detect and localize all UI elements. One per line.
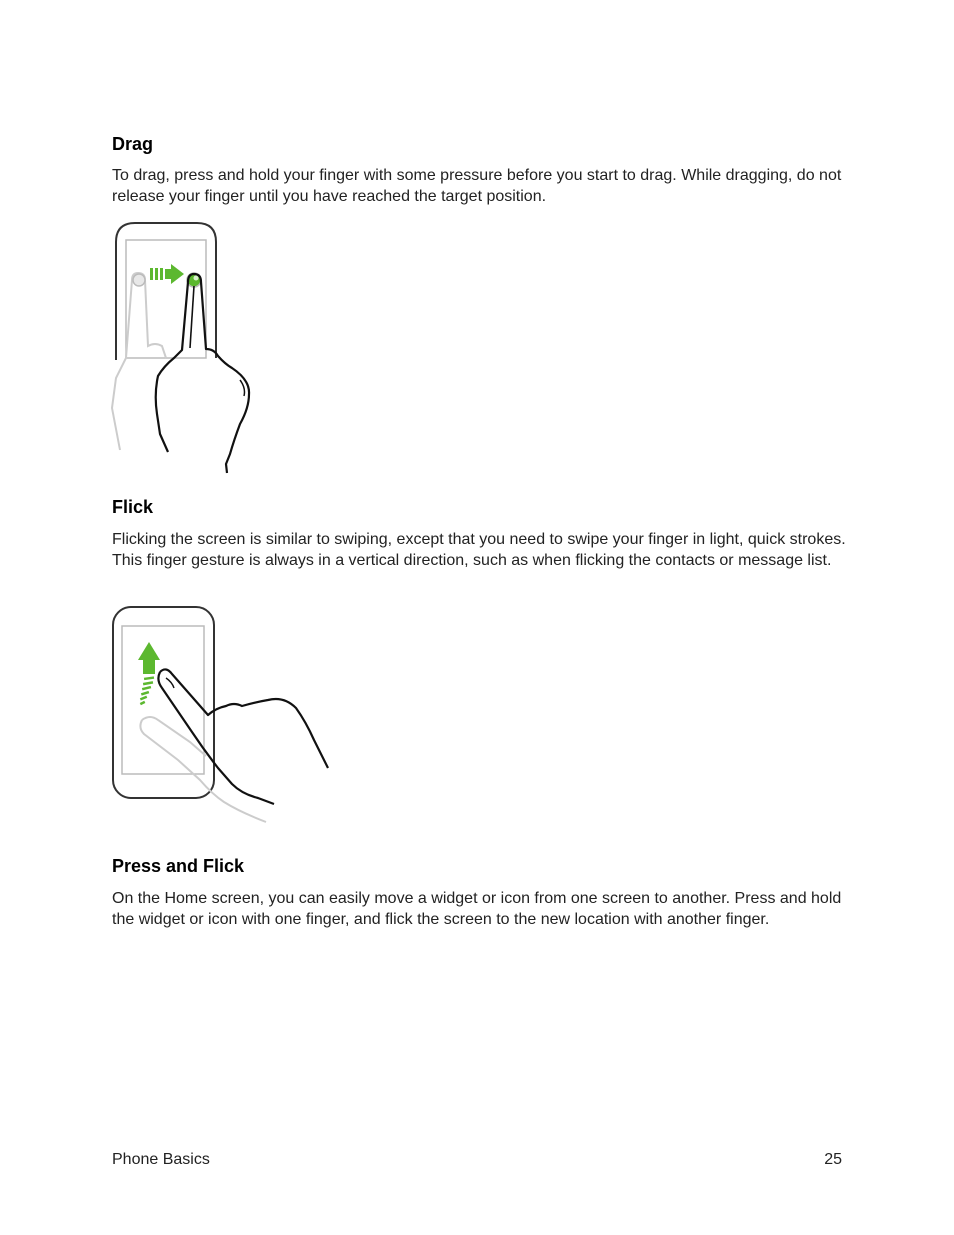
flick-heading: Flick — [112, 497, 154, 517]
footer-page-number: 25 — [824, 1151, 842, 1168]
flick-gesture-icon — [108, 602, 338, 828]
drag-gesture-icon — [108, 218, 258, 476]
press-and-flick-description: On the Home screen, you can easily move a widget or icon from one screen to another. Press and hold the widget or icon with one finger, and flick the screen to the new location with another finger. — [112, 890, 842, 928]
footer-section-name: Phone Basics — [112, 1151, 210, 1168]
press-and-flick-heading: Press and Flick — [112, 856, 245, 876]
flick-description: Flicking the screen is similar to swiping, except that you need to swipe your finger in light, quick strokes. This finger gesture is always in a vertical direction, such as when flicking the contacts or message list. — [112, 531, 846, 569]
drag-description: To drag, press and hold your finger with some pressure before you start to drag. While dragging, do not release your finger until you have reached the target position. — [112, 167, 842, 205]
drag-heading: Drag — [112, 134, 154, 154]
